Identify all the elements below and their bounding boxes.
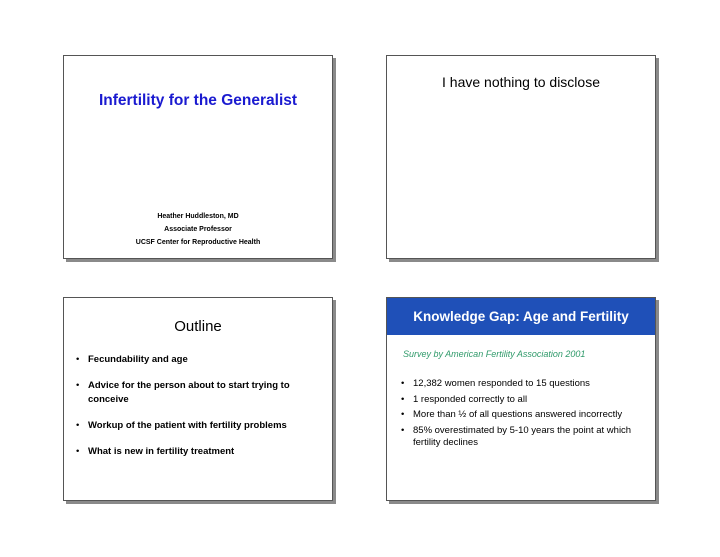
author-block (64, 210, 332, 249)
slide-disclosure (386, 55, 656, 259)
list-item: • Workup of the patient with fertility problems (76, 419, 322, 433)
slide-title-heading: Infertility for the Generalist (98, 92, 298, 109)
author-name: Heather Huddleston, MD (157, 213, 239, 220)
slide-knowledge-gap (386, 297, 656, 501)
list-item: • Advice for the person about to start trying to conceive (76, 379, 322, 407)
list-item: • 12,382 women responded to 15 questions (401, 378, 641, 391)
list-item: • What is new in fertility treatment (76, 445, 322, 459)
list-item: • More than ½ of all questions answered incorrectly (401, 409, 641, 422)
author-affiliation: UCSF Center for Reproductive Health (135, 239, 261, 246)
list-item: • 1 responded correctly to all (401, 394, 641, 407)
knowledge-gap-header: Knowledge Gap: Age and Fertility (387, 298, 655, 335)
slide-outline (63, 297, 333, 501)
list-item: • Fecundability and age (76, 353, 322, 367)
outline-list (76, 353, 322, 459)
list-item: • 85% overestimated by 5-10 years the point at which fertility declines (401, 425, 641, 450)
disclosure-heading: I have nothing to disclose (442, 74, 600, 90)
outline-heading: Outline (174, 318, 222, 335)
survey-subtitle: Survey by American Fertility Association 2001 (403, 349, 586, 359)
knowledge-gap-list (401, 378, 641, 453)
author-position: Associate Professor (164, 226, 232, 233)
slide-title (63, 55, 333, 259)
